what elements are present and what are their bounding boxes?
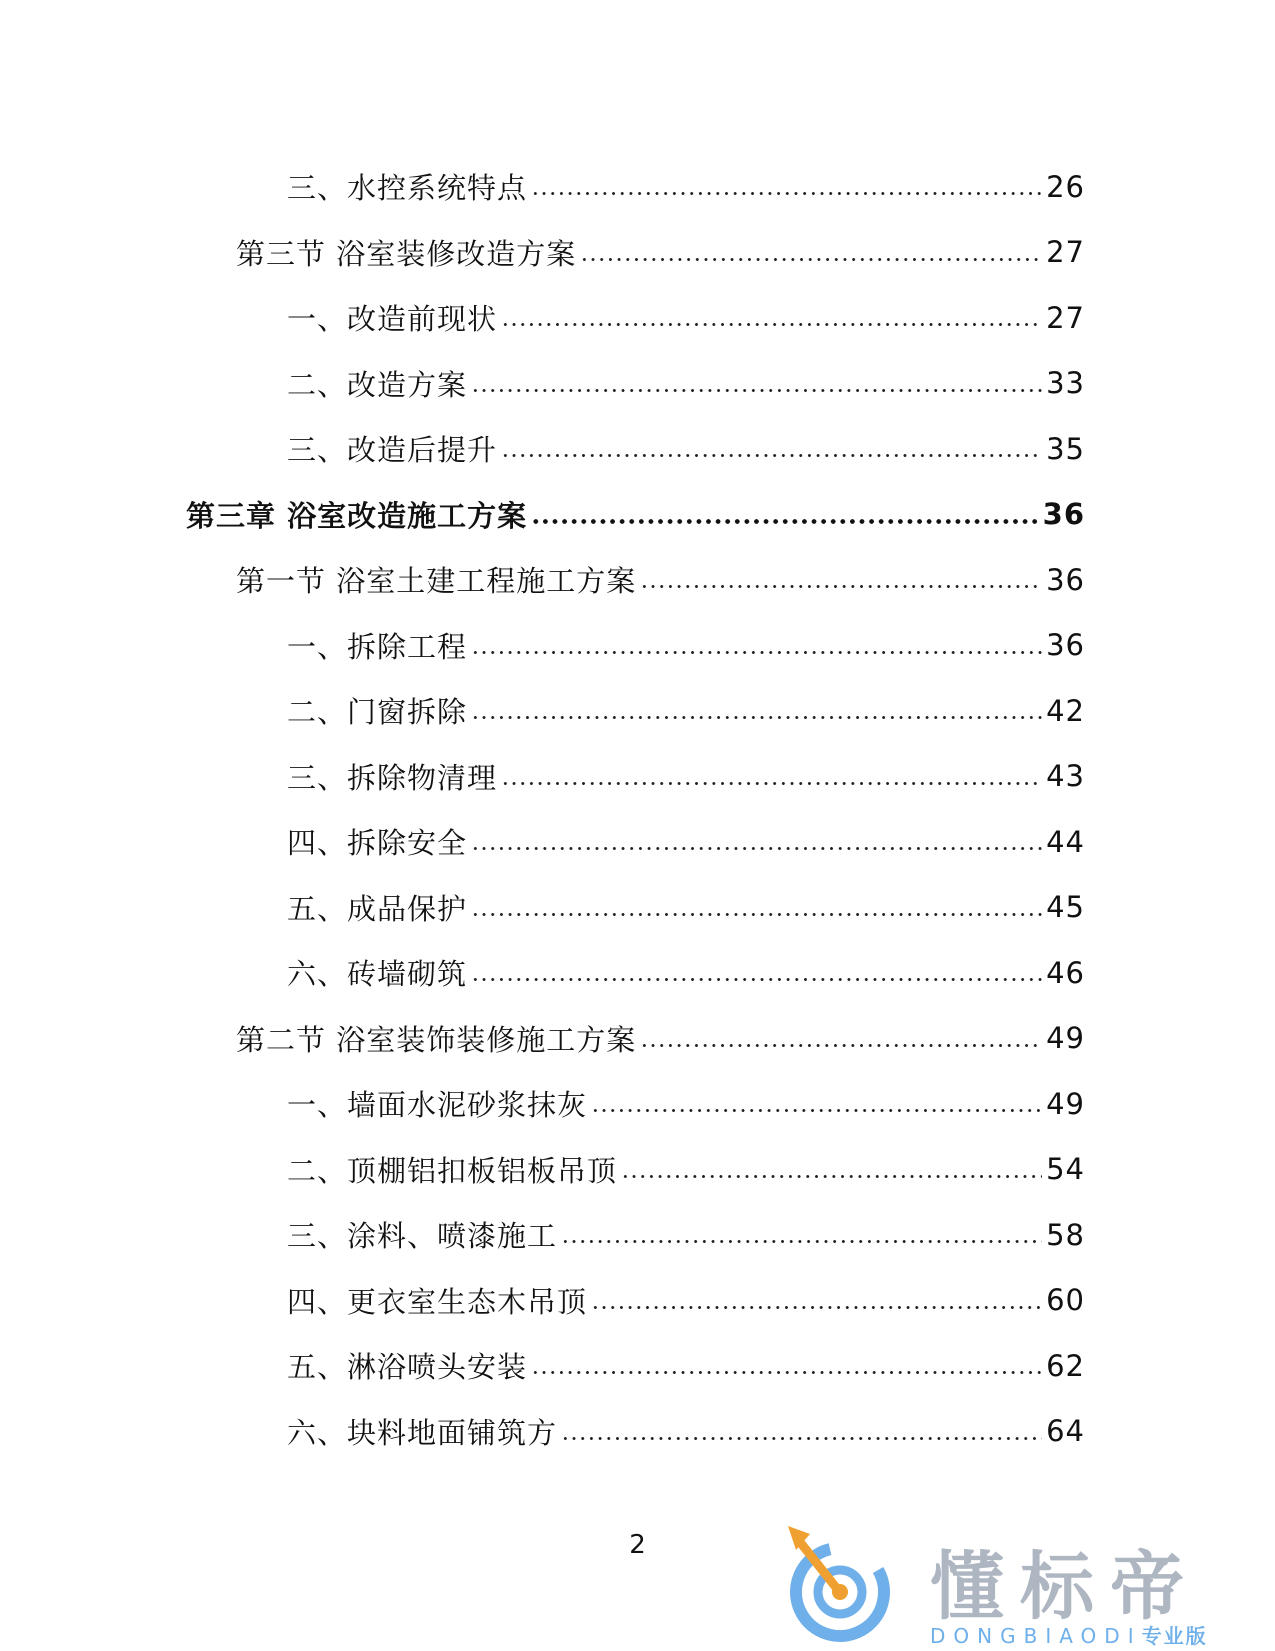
toc-entry-page: 58 xyxy=(1046,1217,1085,1252)
watermark xyxy=(780,1520,1260,1648)
toc-entry-page: 35 xyxy=(1046,431,1085,466)
watermark-subtitle-text: DONGBIAODI xyxy=(930,1624,1142,1648)
toc-dot-leader xyxy=(640,1044,1042,1047)
toc-entry-title: 三、涂料、喷漆施工 xyxy=(287,1219,558,1254)
toc-entry-title: 六、砖墙砌筑 xyxy=(287,957,468,992)
watermark-title: 懂标帝 xyxy=(930,1544,1200,1630)
toc-dot-leader xyxy=(561,1437,1042,1440)
toc-entry-page: 33 xyxy=(1046,366,1085,401)
toc-dot-leader xyxy=(591,1306,1042,1309)
toc-entry-item[interactable] xyxy=(0,613,1275,679)
toc-entry-page: 27 xyxy=(1046,300,1085,335)
toc-dot-leader xyxy=(471,651,1042,654)
toc-entry-page: 49 xyxy=(1046,1086,1085,1121)
watermark-edition: 专业版 xyxy=(1141,1624,1208,1648)
toc-entry-page: 62 xyxy=(1046,1348,1085,1383)
page-number: 2 xyxy=(629,1530,646,1560)
toc-entry-title: 第一节 浴室土建工程施工方案 xyxy=(236,564,637,599)
toc-entry-page: 36 xyxy=(1046,562,1085,597)
toc-entry-page: 36 xyxy=(1042,497,1085,532)
toc-entry-item[interactable] xyxy=(0,1399,1275,1465)
toc-dot-leader xyxy=(531,519,1039,524)
toc-dot-leader xyxy=(640,585,1042,588)
toc-dot-leader xyxy=(471,389,1042,392)
toc-entry-item[interactable] xyxy=(0,875,1275,941)
toc-entry-page: 43 xyxy=(1046,759,1085,794)
toc-entry-section[interactable] xyxy=(0,220,1275,286)
toc-entry-title: 第二节 浴室装饰装修施工方案 xyxy=(236,1022,637,1057)
toc-dot-leader xyxy=(580,258,1042,261)
toc-entry-item[interactable] xyxy=(0,1071,1275,1137)
toc-entry-title: 二、改造方案 xyxy=(287,367,468,402)
toc-entry-page: 26 xyxy=(1046,169,1085,204)
toc-entry-page: 45 xyxy=(1046,890,1085,925)
toc-entry-section[interactable] xyxy=(0,547,1275,613)
toc-entry-title: 四、更衣室生态木吊顶 xyxy=(287,1284,588,1319)
toc-dot-leader xyxy=(501,782,1042,785)
toc-entry-title: 四、拆除安全 xyxy=(287,826,468,861)
toc-dot-leader xyxy=(591,1109,1042,1112)
toc-entry-item[interactable] xyxy=(0,1137,1275,1203)
toc-entry-item[interactable] xyxy=(0,351,1275,417)
table-of-contents xyxy=(0,154,1275,1464)
toc-entry-item[interactable] xyxy=(0,678,1275,744)
toc-entry-item[interactable] xyxy=(0,1333,1275,1399)
toc-entry-page: 27 xyxy=(1046,235,1085,270)
toc-dot-leader xyxy=(471,978,1042,981)
toc-entry-page: 44 xyxy=(1046,824,1085,859)
toc-entry-section[interactable] xyxy=(0,1006,1275,1072)
toc-entry-title: 一、改造前现状 xyxy=(287,302,498,337)
toc-entry-title: 二、顶棚铝扣板铝板吊顶 xyxy=(287,1153,618,1188)
toc-entry-item[interactable] xyxy=(0,1202,1275,1268)
toc-entry-page: 42 xyxy=(1046,693,1085,728)
toc-entry-item[interactable] xyxy=(0,744,1275,810)
toc-dot-leader xyxy=(531,192,1042,195)
toc-entry-item[interactable] xyxy=(0,940,1275,1006)
toc-dot-leader xyxy=(471,716,1042,719)
toc-dot-leader xyxy=(471,847,1042,850)
toc-dot-leader xyxy=(471,913,1042,916)
toc-entry-item[interactable] xyxy=(0,416,1275,482)
toc-entry-page: 60 xyxy=(1046,1283,1085,1318)
toc-entry-item[interactable] xyxy=(0,285,1275,351)
toc-entry-item[interactable] xyxy=(0,809,1275,875)
toc-dot-leader xyxy=(621,1175,1042,1178)
watermark-subtitle xyxy=(930,1620,1208,1649)
toc-entry-chapter[interactable] xyxy=(0,482,1275,548)
toc-dot-leader xyxy=(561,1240,1042,1243)
toc-dot-leader xyxy=(501,454,1042,457)
toc-entry-title: 三、改造后提升 xyxy=(287,433,498,468)
toc-entry-title: 第三章 浴室改造施工方案 xyxy=(186,498,528,533)
target-logo-icon xyxy=(780,1520,910,1645)
toc-entry-page: 36 xyxy=(1046,628,1085,663)
toc-entry-title: 一、墙面水泥砂浆抹灰 xyxy=(287,1088,588,1123)
toc-entry-page: 64 xyxy=(1046,1414,1085,1449)
toc-entry-title: 二、门窗拆除 xyxy=(287,695,468,730)
toc-entry-page: 46 xyxy=(1046,955,1085,990)
toc-entry-title: 三、拆除物清理 xyxy=(287,760,498,795)
toc-entry-item[interactable] xyxy=(0,1268,1275,1334)
toc-entry-title: 五、淋浴喷头安装 xyxy=(287,1350,528,1385)
toc-entry-title: 一、拆除工程 xyxy=(287,629,468,664)
toc-entry-title: 六、块料地面铺筑方 xyxy=(287,1415,558,1450)
toc-entry-title: 五、成品保护 xyxy=(287,891,468,926)
toc-entry-title: 三、水控系统特点 xyxy=(287,171,528,206)
toc-dot-leader xyxy=(531,1371,1042,1374)
toc-entry-item[interactable] xyxy=(0,154,1275,220)
toc-dot-leader xyxy=(501,323,1042,326)
toc-entry-page: 49 xyxy=(1046,1021,1085,1056)
toc-entry-page: 54 xyxy=(1046,1152,1085,1187)
toc-entry-title: 第三节 浴室装修改造方案 xyxy=(236,236,577,271)
